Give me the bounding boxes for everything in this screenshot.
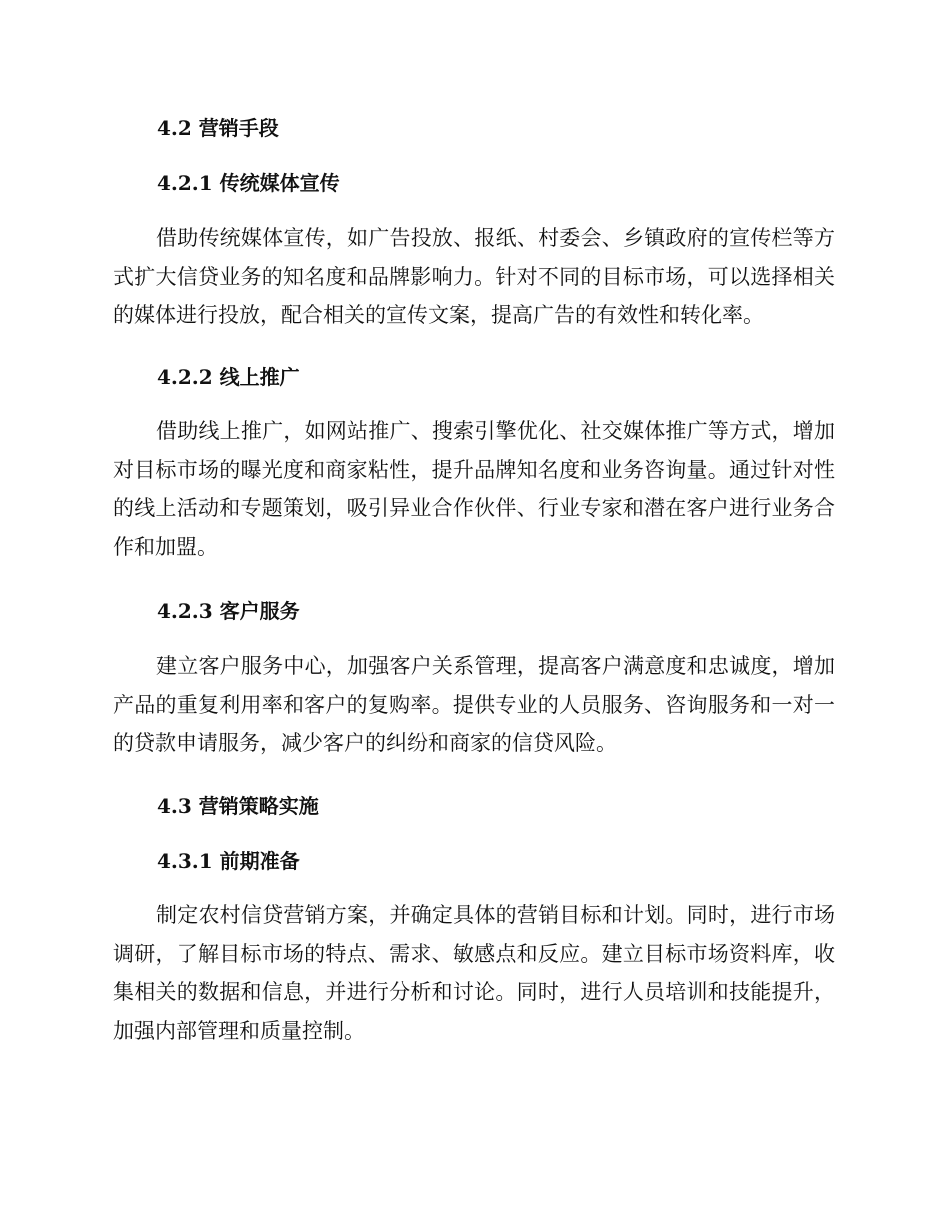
section-heading-4-2-2: 4.2.2 线上推广 (157, 365, 300, 389)
paragraph-traditional-media: 借助传统媒体宣传，如广告投放、报纸、村委会、乡镇政府的宣传栏等方式扩大信贷业务的知名度和品牌影响力。针对不同的目标市场，可以选择相关的媒体进行投放，配合相关的宣传文案，提高广告的有效性和转化率。 (113, 226, 835, 327)
section-heading-4-3: 4.3 营销策略实施 (157, 794, 319, 818)
section-heading-4-2: 4.2 营销手段 (157, 116, 279, 140)
section-heading-4-2-1: 4.2.1 传统媒体宣传 (157, 171, 340, 195)
section-heading-4-2-3: 4.2.3 客户服务 (157, 599, 300, 623)
paragraph-preparation: 制定农村信贷营销方案，并确定具体的营销目标和计划。同时，进行市场调研，了解目标市场的特点、需求、敏感点和反应。建立目标市场资料库，收集相关的数据和信息，并进行分析和讨论。同时，进行人员培训和技能提升，加强内部管理和质量控制。 (113, 903, 835, 1043)
section-heading-4-3-1: 4.3.1 前期准备 (157, 849, 300, 873)
paragraph-online-promotion: 借助线上推广，如网站推广、搜索引擎优化、社交媒体推广等方式，增加对目标市场的曝光度和商家粘性，提升品牌知名度和业务咨询量。通过针对性的线上活动和专题策划，吸引异业合作伙伴、行业专家和潜在客户进行业务合作和加盟。 (113, 419, 835, 559)
paragraph-customer-service: 建立客户服务中心，加强客户关系管理，提高客户满意度和忠诚度，增加产品的重复利用率和客户的复购率。提供专业的人员服务、咨询服务和一对一的贷款申请服务，减少客户的纠纷和商家的信贷风险。 (113, 654, 835, 755)
